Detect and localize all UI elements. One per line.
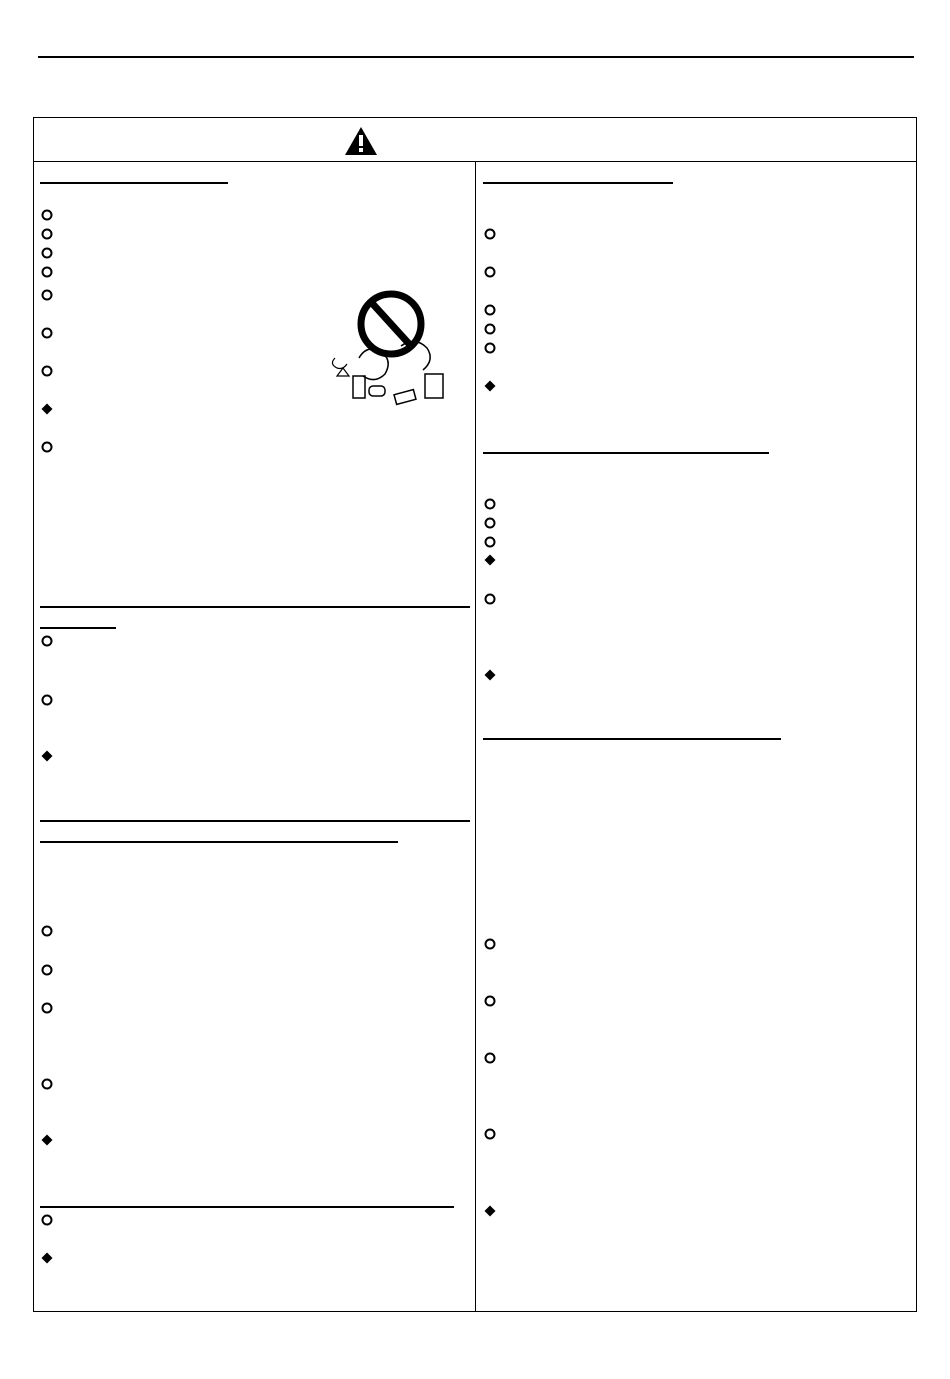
section-heading-rule [483, 182, 673, 184]
diamond-bullet-icon [484, 669, 496, 681]
circle-bullet-icon [484, 995, 496, 1007]
circle-bullet-icon [41, 694, 53, 706]
circle-bullet-icon [41, 1214, 53, 1226]
circle-bullet-icon [41, 925, 53, 937]
circle-bullet-icon [41, 1078, 53, 1090]
circle-bullet-icon [41, 289, 53, 301]
circle-bullet-icon [484, 1052, 496, 1064]
diamond-bullet-icon [484, 554, 496, 566]
prohibited-sign-icon [329, 288, 449, 408]
section-heading-rule [483, 738, 781, 740]
circle-bullet-icon [41, 327, 53, 339]
circle-bullet-icon [484, 323, 496, 335]
column-divider [475, 162, 476, 1312]
circle-bullet-icon [41, 365, 53, 377]
circle-bullet-icon [41, 441, 53, 453]
circle-bullet-icon [484, 342, 496, 354]
section-heading-rule [40, 1206, 454, 1208]
diamond-bullet-icon [41, 750, 53, 762]
circle-bullet-icon [484, 228, 496, 240]
diamond-bullet-icon [41, 403, 53, 415]
circle-bullet-icon [484, 938, 496, 950]
circle-bullet-icon [484, 517, 496, 529]
top-rule [38, 56, 914, 58]
circle-bullet-icon [484, 536, 496, 548]
circle-bullet-icon [484, 498, 496, 510]
warning-triangle-icon [344, 126, 378, 156]
circle-bullet-icon [484, 266, 496, 278]
circle-bullet-icon [41, 266, 53, 278]
section-heading-rule [40, 841, 398, 843]
circle-bullet-icon [484, 593, 496, 605]
circle-bullet-icon [41, 1002, 53, 1014]
diamond-bullet-icon [484, 1205, 496, 1217]
diamond-bullet-icon [41, 1252, 53, 1264]
section-heading-rule [40, 820, 470, 822]
section-heading-rule [40, 606, 470, 608]
diamond-bullet-icon [484, 380, 496, 392]
warning-header [34, 118, 916, 162]
diamond-bullet-icon [41, 1134, 53, 1146]
section-heading-rule [40, 627, 116, 629]
warning-panel [33, 117, 917, 1312]
circle-bullet-icon [41, 635, 53, 647]
circle-bullet-icon [41, 228, 53, 240]
circle-bullet-icon [41, 964, 53, 976]
circle-bullet-icon [41, 209, 53, 221]
circle-bullet-icon [484, 304, 496, 316]
circle-bullet-icon [41, 247, 53, 259]
section-heading-rule [40, 182, 228, 184]
section-heading-rule [483, 452, 769, 454]
circle-bullet-icon [484, 1128, 496, 1140]
